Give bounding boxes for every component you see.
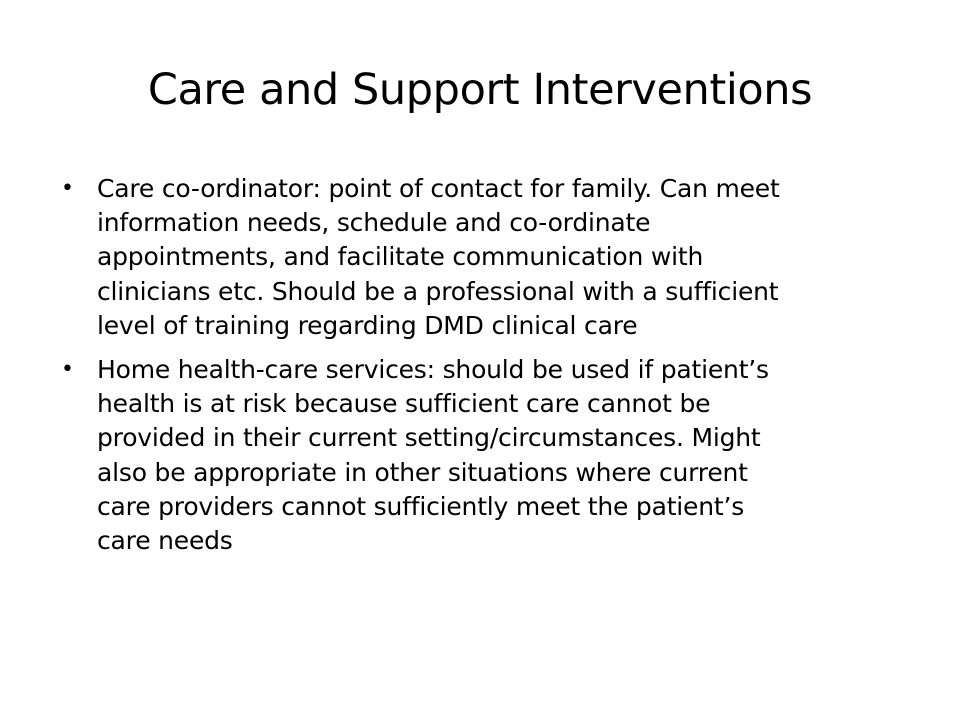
bullet-icon: •	[61, 176, 74, 201]
bullet-text-line: level of training regarding DMD clinical care	[97, 310, 638, 340]
bullet-text-line: health is at risk because sufficient care cannot be	[97, 389, 711, 419]
bullet-text-line: information needs, schedule and co-ordinate	[97, 208, 651, 238]
bullet-text-line: Care co-ordinator: point of contact for family. Can meet	[97, 174, 780, 203]
bullet-icon: •	[61, 357, 74, 383]
bullet-item-care-coordinator	[60, 172, 910, 343]
bullet-text-line: clinicians etc. Should be a professional with a sufficient	[97, 276, 779, 306]
bullet-text-line: also be appropriate in other situations where current	[97, 457, 748, 487]
bullet-item-home-health-care	[60, 353, 910, 558]
bullet-list	[60, 172, 910, 568]
bullet-text-line: care needs	[97, 526, 233, 556]
bullet-text-line: provided in their current setting/circumstances. Might	[97, 423, 761, 453]
bullet-text-line: Home health-care services: should be used if patient’s	[97, 355, 769, 385]
slide-title: Care and Support Interventions	[147, 65, 813, 115]
bullet-text-line: care providers cannot sufficiently meet the patient’s	[97, 491, 745, 521]
bullet-text-line: appointments, and facilitate communication with	[97, 242, 704, 272]
